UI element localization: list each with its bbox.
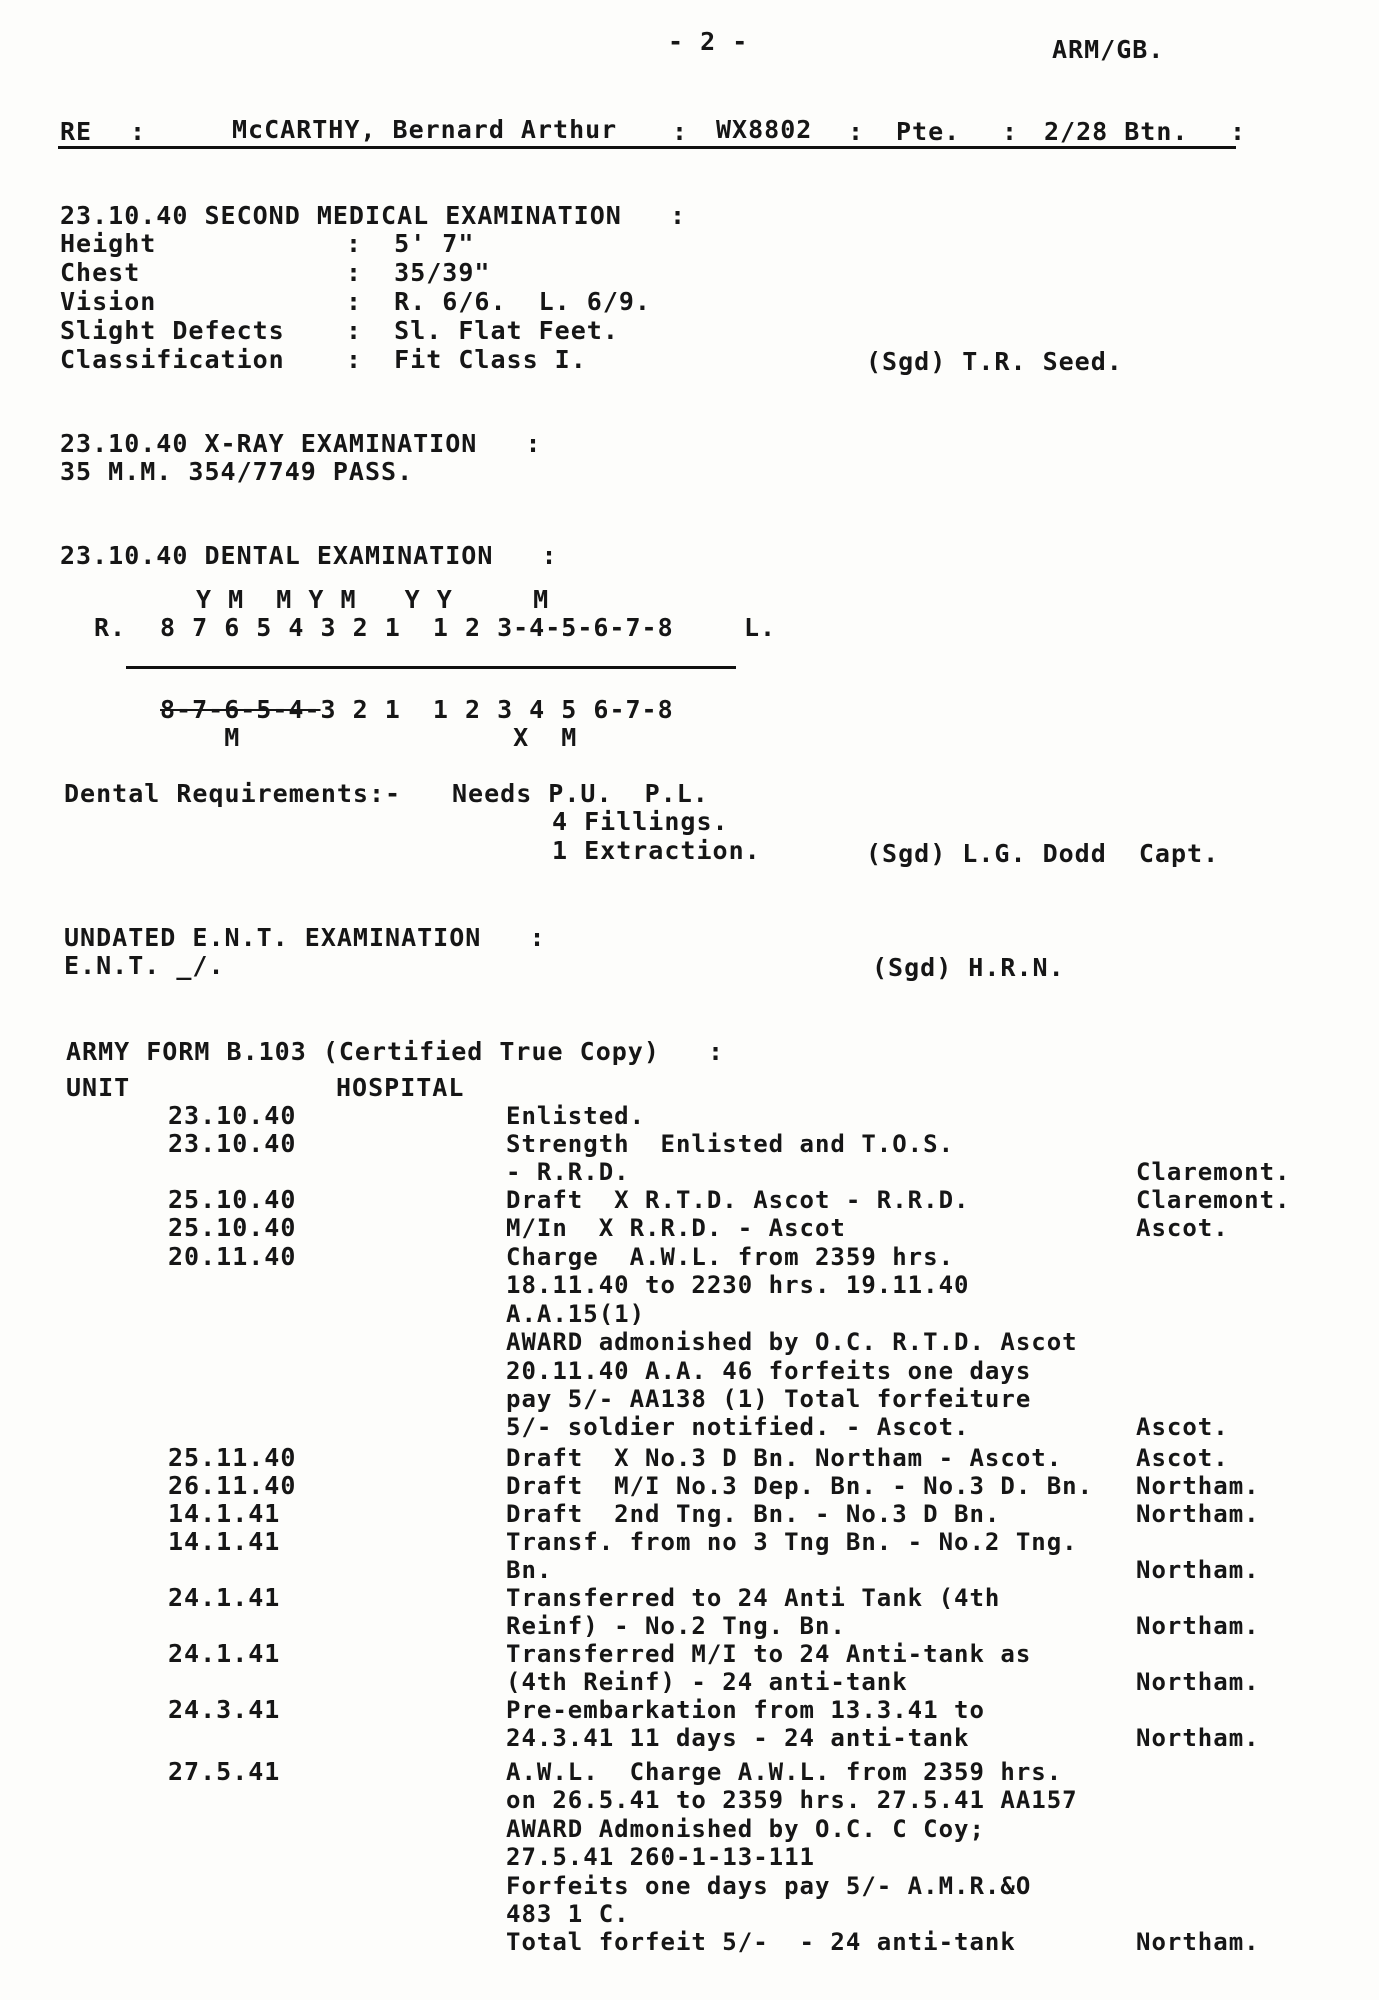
- soldier-name: McCARTHY, Bernard Arthur: [232, 115, 618, 144]
- entry-text: A.A.15(1): [506, 1299, 646, 1328]
- dental-requirement: 4 Fillings.: [552, 807, 729, 836]
- teeth-present: 8 7 6 5 4 3 2 1 1 2: [160, 613, 498, 642]
- entry-text: 27.5.41 260-1-13-111: [506, 1843, 815, 1872]
- service-number: WX8802: [716, 115, 813, 144]
- dental-title: 23.10.40 DENTAL EXAMINATION :: [60, 541, 558, 570]
- medical-label: Height: [60, 229, 157, 258]
- rank: Pte.: [896, 117, 961, 146]
- entry-text: Enlisted.: [506, 1102, 646, 1130]
- entry-place: Northam.: [1136, 1472, 1260, 1500]
- ent-result: E.N.T. _/.: [64, 951, 225, 980]
- separator: :: [130, 117, 147, 146]
- entry-date: 25.10.40: [168, 1185, 297, 1214]
- entry-date: 24.1.41: [168, 1583, 281, 1612]
- entry-text: Bn.: [506, 1556, 553, 1585]
- dental-requirements-label: Dental Requirements:-: [64, 779, 402, 808]
- dental-divider: [126, 666, 736, 669]
- dental-signature: (Sgd) L.G. Dodd Capt.: [866, 839, 1220, 868]
- dental-upper-l: L.: [744, 613, 777, 642]
- entry-place: Northam.: [1136, 1928, 1260, 1957]
- entry-place: Northam.: [1136, 1724, 1260, 1753]
- dental-upper-r: R.: [94, 613, 127, 642]
- dental-upper-teeth: [160, 614, 674, 642]
- entry-text: Transf. from no 3 Tng Bn. - No.2 Tng.: [506, 1528, 1078, 1556]
- entry-text: 24.3.41 11 days - 24 anti-tank: [506, 1724, 970, 1753]
- entry-text: AWARD Admonished by O.C. C Coy;: [506, 1814, 985, 1843]
- separator: :: [1230, 117, 1247, 146]
- entry-text: A.W.L. Charge A.W.L. from 2359 hrs.: [506, 1758, 1063, 1786]
- medical-label: Classification: [60, 345, 285, 374]
- dental-lower-marks: M X M: [160, 723, 578, 752]
- entry-date: 23.10.40: [168, 1101, 297, 1130]
- entry-place: Northam.: [1136, 1556, 1260, 1585]
- entry-text: Draft X No.3 D Bn. Northam - Ascot.: [506, 1444, 1063, 1472]
- entry-text: Transferred M/I to 24 Anti-tank as: [506, 1640, 1032, 1668]
- separator: :: [848, 117, 865, 146]
- entry-date: 14.1.41: [168, 1499, 281, 1528]
- file-reference: ARM/GB.: [1052, 35, 1165, 64]
- entry-text: M/In X R.R.D. - Ascot: [506, 1214, 846, 1242]
- entry-text: Reinf) - No.2 Tng. Bn.: [506, 1612, 846, 1641]
- entry-place: Claremont.: [1136, 1158, 1291, 1187]
- entry-place: Ascot.: [1136, 1214, 1229, 1242]
- entry-date: 25.11.40: [168, 1443, 297, 1472]
- header-rule: [58, 146, 1236, 149]
- teeth-present: 3 2 1 1 2 3 4 5 6-7-8: [320, 695, 674, 724]
- medical-value: : 5' 7": [346, 229, 475, 258]
- entry-date: 24.1.41: [168, 1639, 281, 1668]
- entry-text: Forfeits one days pay 5/- A.M.R.&O: [506, 1871, 1032, 1900]
- medical-label: Slight Defects: [60, 316, 285, 345]
- entry-text: Draft 2nd Tng. Bn. - No.3 D Bn.: [506, 1500, 1001, 1528]
- entry-date: 27.5.41: [168, 1757, 281, 1786]
- form-title: ARMY FORM B.103 (Certified True Copy) :: [66, 1037, 725, 1066]
- teeth-struck: 8-7-6-5-4-: [160, 695, 321, 724]
- entry-text: Draft M/I No.3 Dep. Bn. - No.3 D. Bn.: [506, 1472, 1094, 1500]
- entry-text: on 26.5.41 to 2359 hrs. 27.5.41 AA157: [506, 1786, 1078, 1815]
- teeth-struck: 3-4-5-6-7-8: [497, 613, 674, 642]
- entry-text: pay 5/- AA138 (1) Total forfeiture: [506, 1385, 1032, 1413]
- entry-text: Draft X R.T.D. Ascot - R.R.D.: [506, 1186, 970, 1214]
- entry-text: 18.11.40 to 2230 hrs. 19.11.40: [506, 1271, 970, 1300]
- column-header-unit: UNIT: [66, 1073, 131, 1102]
- medical-value: : R. 6/6. L. 6/9.: [346, 287, 651, 316]
- entry-text: Total forfeit 5/- - 24 anti-tank: [506, 1928, 1016, 1957]
- entry-date: 24.3.41: [168, 1695, 281, 1724]
- entry-text: Pre-embarkation from 13.3.41 to: [506, 1696, 985, 1724]
- entry-text: Charge A.W.L. from 2359 hrs.: [506, 1243, 955, 1271]
- entry-text: 5/- soldier notified. - Ascot.: [506, 1413, 970, 1442]
- entry-text: - R.R.D.: [506, 1158, 630, 1187]
- entry-text: 483 1 C.: [506, 1900, 630, 1928]
- battalion: 2/28 Btn.: [1044, 117, 1189, 146]
- entry-text: AWARD admonished by O.C. R.T.D. Ascot: [506, 1328, 1078, 1357]
- entry-text: Transferred to 24 Anti Tank (4th: [506, 1584, 1001, 1612]
- entry-place: Northam.: [1136, 1612, 1260, 1641]
- re-label: RE: [60, 117, 93, 146]
- page-number: - 2 -: [668, 27, 749, 56]
- ent-title: UNDATED E.N.T. EXAMINATION :: [64, 923, 546, 952]
- separator: :: [1002, 117, 1019, 146]
- medical-signature: (Sgd) T.R. Seed.: [866, 347, 1123, 376]
- entry-date: 26.11.40: [168, 1471, 297, 1500]
- entry-place: Ascot.: [1136, 1413, 1229, 1442]
- entry-place: Claremont.: [1136, 1186, 1291, 1214]
- medical-value: : Sl. Flat Feet.: [346, 316, 619, 345]
- xray-result: 35 M.M. 354/7749 PASS.: [60, 457, 414, 486]
- medical-value: : 35/39": [346, 258, 491, 287]
- medical-label: Chest: [60, 258, 141, 287]
- entry-place: Ascot.: [1136, 1444, 1229, 1472]
- entry-date: 25.10.40: [168, 1213, 297, 1242]
- entry-text: Strength Enlisted and T.O.S.: [506, 1130, 955, 1158]
- entry-date: 23.10.40: [168, 1129, 297, 1158]
- entry-place: Northam.: [1136, 1500, 1260, 1528]
- entry-text: (4th Reinf) - 24 anti-tank: [506, 1668, 908, 1697]
- dental-requirement: Needs P.U. P.L.: [452, 779, 709, 808]
- dental-lower-teeth: [160, 696, 674, 724]
- medical-value: : Fit Class I.: [346, 345, 587, 374]
- column-header-hospital: HOSPITAL: [336, 1073, 465, 1102]
- separator: :: [672, 117, 689, 146]
- dental-requirement: 1 Extraction.: [552, 836, 761, 865]
- entry-place: Northam.: [1136, 1668, 1260, 1697]
- entry-text: 20.11.40 A.A. 46 forfeits one days: [506, 1356, 1032, 1385]
- entry-date: 14.1.41: [168, 1527, 281, 1556]
- xray-title: 23.10.40 X-RAY EXAMINATION :: [60, 429, 542, 458]
- medical-label: Vision: [60, 287, 157, 316]
- dental-upper-marks: Y M M Y M Y Y M: [196, 585, 550, 614]
- ent-signature: (Sgd) H.R.N.: [872, 953, 1065, 982]
- medical-title: 23.10.40 SECOND MEDICAL EXAMINATION :: [60, 201, 686, 230]
- entry-date: 20.11.40: [168, 1242, 297, 1271]
